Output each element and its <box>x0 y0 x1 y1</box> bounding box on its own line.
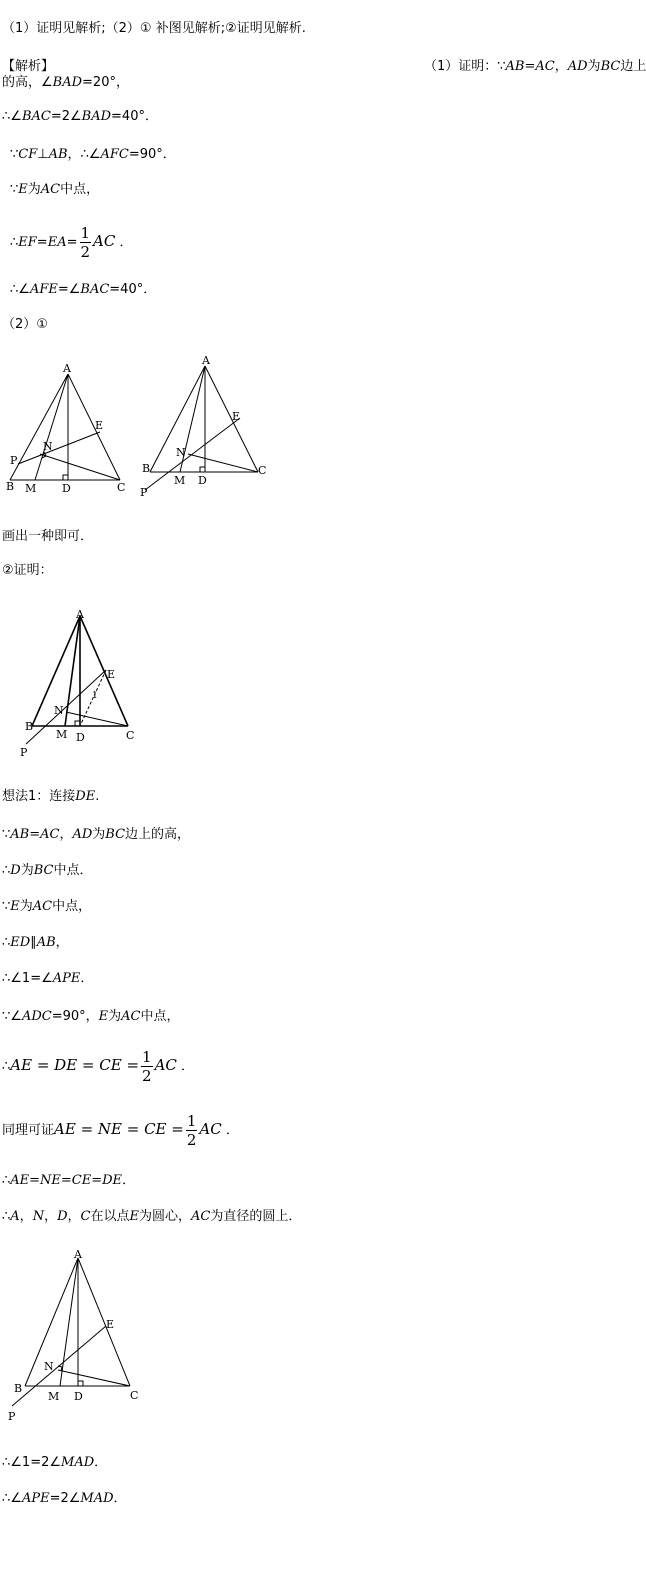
label-b-3: B <box>25 720 34 733</box>
step-2: ∴D为BC中点． <box>2 863 93 878</box>
label-b: B <box>6 480 15 493</box>
line-pe <box>18 432 100 464</box>
step-3: ∵E为AC中点， <box>2 899 92 914</box>
label-d-4: D <box>74 1390 83 1403</box>
side-ac-3 <box>80 616 128 726</box>
step-11: ∴∠1=2∠MAD． <box>2 1455 108 1470</box>
label-c-2: C <box>258 464 267 477</box>
idea-line: 想法1：连接DE. <box>2 789 100 804</box>
label-a-4: A <box>74 1248 82 1261</box>
answer-line: （1）证明见解析;（2）① 补图见解析;②证明见解析. <box>2 21 306 36</box>
figure-triangle-b <box>10 608 170 768</box>
line-am-4 <box>60 1258 78 1386</box>
proof-line-3: ∵E为AC中点， <box>10 182 100 197</box>
proof-line-2: ∵CF⊥AB，∴∠AFC=90°． <box>10 147 176 162</box>
step-8: 同理可证AE = NE = CE = $\frac{1}{2}$ AC ． <box>2 1112 239 1149</box>
label-p-3: P <box>20 746 28 759</box>
side-ac <box>68 374 120 480</box>
label-a-2: A <box>202 354 210 367</box>
line-cn-2 <box>188 454 258 472</box>
part2-head: （2）① <box>2 317 48 332</box>
fraction-half: $\frac{1}{2}$ <box>80 224 91 261</box>
label-n-3: N <box>54 704 64 717</box>
right-angle-d-4 <box>78 1381 83 1386</box>
line-cn-4 <box>58 1370 130 1386</box>
proof-line-1: ∴∠BAC=2∠BAD=40°． <box>2 109 158 124</box>
step-9: ∴AE=NE=CE=DE． <box>2 1173 136 1188</box>
label-a-3: A <box>76 608 84 621</box>
label-n: N <box>43 440 53 453</box>
step-6: ∵∠ADC=90°，E为AC中点， <box>2 1009 180 1024</box>
label-d: D <box>62 482 71 495</box>
label-m-2: M <box>174 474 186 487</box>
label-p-4: P <box>8 1410 16 1423</box>
step-10: ∴A，N，D，C在以点E为圆心，AC为直径的圆上． <box>2 1209 302 1224</box>
label-c-4: C <box>130 1389 139 1402</box>
label-e: E <box>95 419 104 432</box>
line-am <box>35 374 68 480</box>
label-angle-1: 1 <box>92 691 98 701</box>
step-4: ∴ED∥AB， <box>2 935 69 950</box>
label-p-2: P <box>140 486 148 499</box>
side-ac-4 <box>78 1258 130 1386</box>
label-e-3: E <box>107 668 116 681</box>
step-7: ∴AE = DE = CE = $\frac{1}{2}$ AC ． <box>2 1048 195 1085</box>
label-n-2: N <box>176 446 186 459</box>
label-b-4: B <box>14 1382 23 1395</box>
right-angle-d-2 <box>200 467 205 472</box>
label-b-2: B <box>142 462 151 475</box>
label-e-2: E <box>232 410 241 423</box>
proof-line-5: ∴∠AFE=∠BAC=40°． <box>10 282 157 297</box>
part1-intro-cont: 的高，∠BAD=20°， <box>2 75 129 90</box>
label-d-2: D <box>198 474 207 487</box>
figure-triangle-a <box>0 352 280 512</box>
line-cn <box>40 454 120 480</box>
label-a: A <box>63 362 71 375</box>
part1-intro: （1）证明：∵AB=AC，AD为BC边上 <box>424 59 646 74</box>
label-m-3: M <box>56 728 68 741</box>
right-angle-d <box>63 475 68 480</box>
label-n-4: N <box>44 1360 54 1373</box>
proof-head: ②证明： <box>2 563 53 578</box>
analysis-tag: 【解析】 <box>2 59 55 74</box>
figure-triangle-c <box>0 1246 160 1436</box>
label-c: C <box>117 481 126 494</box>
draw-one-note: 画出一种即可． <box>2 529 94 544</box>
label-p: P <box>10 454 18 467</box>
proof-line-4: ∴EF=EA= $\frac{1}{2}$ AC ． <box>10 224 133 261</box>
step-12: ∴∠APE=2∠MAD． <box>2 1491 127 1506</box>
step-5: ∴∠1=∠APE． <box>2 971 94 986</box>
label-m-4: M <box>48 1390 60 1403</box>
label-c-3: C <box>126 729 135 742</box>
label-e-4: E <box>106 1318 115 1331</box>
label-d-3: D <box>76 731 85 744</box>
label-m: M <box>25 482 37 495</box>
step-1: ∵AB=AC，AD为BC边上的高， <box>2 827 191 842</box>
